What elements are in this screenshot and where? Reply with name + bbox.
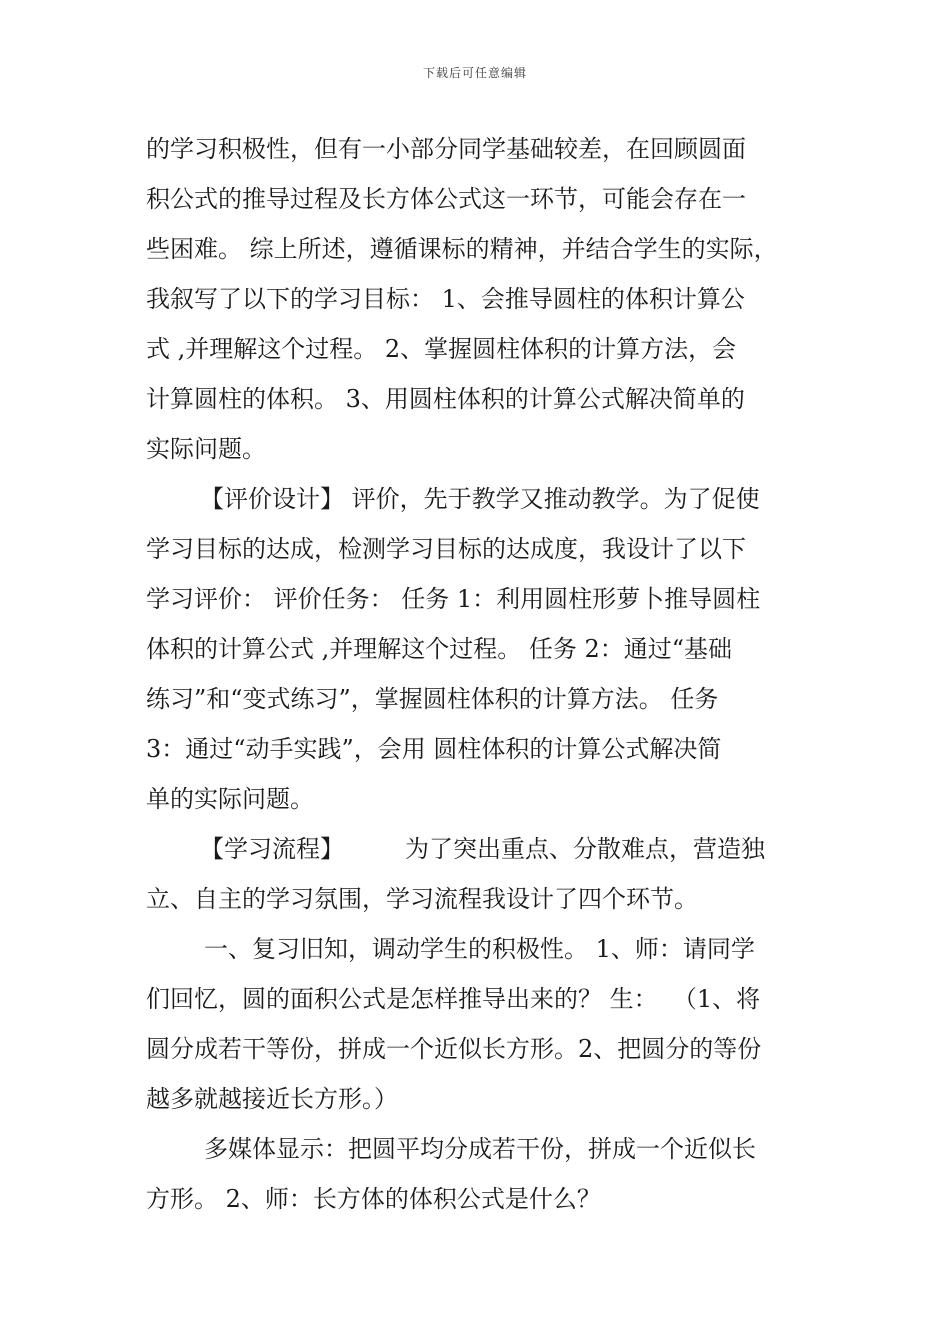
text-line: 【评价设计】 评价，先于教学又推动教学。为了促使 [200,485,760,513]
text-line: 一、复习旧知，调动学生的积极性。 1、师：请同学 [204,935,755,963]
text-line: 实际问题。 [146,435,266,463]
text-line: 的学习积极性，但有一小部分同学基础较差，在回顾圆面 [146,135,746,163]
text-line: 多媒体显示：把圆平均分成若干份，拼成一个近似长 [204,1135,756,1163]
text-line: 单的实际问题。 [146,785,314,813]
paragraph-learning-process [146,824,810,924]
paragraph-review [146,924,810,1124]
text-line: 体积的计算公式 ,并理解这个过程。 任务 2：通过“基础 [146,635,733,663]
text-line: 圆分成若干等份，拼成一个近似长方形。2、把圆分的等份 [146,1035,762,1063]
text-line: 学习评价： 评价任务： 任务 1：利用圆柱形萝卜推导圆柱 [146,585,761,613]
text-line: 立、自主的学习氛围，学习流程我设计了四个环节。 [146,885,698,913]
text-line: 我叙写了以下的学习目标： 1、会推导圆柱的体积计算公 [146,285,745,313]
text-line: 练习”和“变式练习”，掌握圆柱体积的计算方法。 任务 [146,685,719,713]
text-line: 方形。 2、师：长方体的体积公式是什么？ [146,1185,601,1213]
text-line: 学习目标的达成，检测学习目标的达成度，我设计了以下 [146,535,746,563]
text-line: 计算圆柱的体积。 3、用圆柱体积的计算公式解决简单的 [146,385,745,413]
document-body [146,124,810,1224]
paragraph-learning-goals [146,124,810,474]
text-line: 【学习流程】 为了突出重点、分散难点，营造独 [200,835,766,863]
text-line: 们回忆，圆的面积公式是怎样推导出来的？ 生： （1、将 [146,985,761,1013]
paragraph-evaluation-design [146,474,810,824]
page-header: 下载后可任意编辑 [422,66,527,80]
text-line: 积公式的推导过程及长方体公式这一环节，可能会存在一 [146,185,746,213]
text-line: 式 ,并理解这个过程。 2、掌握圆柱体积的计算方法，会 [146,335,737,363]
text-line: 些困难。 综上所述，遵循课标的精神，并结合学生的实际， [146,235,778,263]
text-line: 3：通过“动手实践”，会用 圆柱体积的计算公式解决简 [146,735,722,763]
text-line: 越多就越接近长方形。） [146,1085,398,1113]
paragraph-multimedia [146,1124,810,1224]
